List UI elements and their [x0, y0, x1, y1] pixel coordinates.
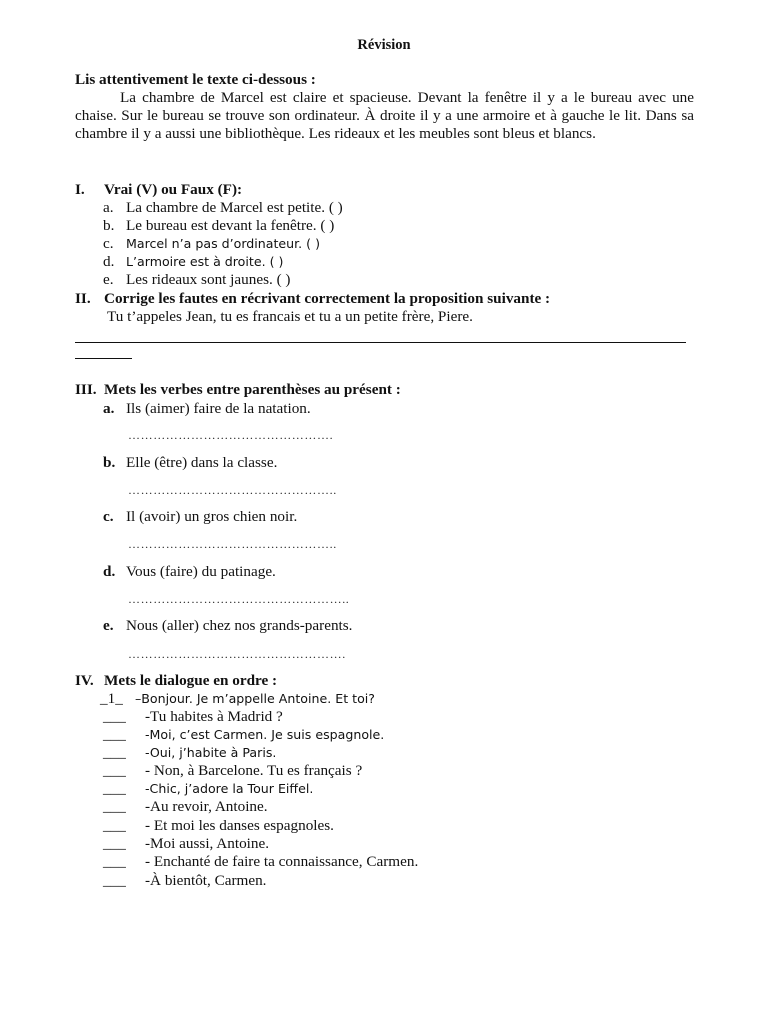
dialogue-text: -Moi, c’est Carmen. Je suis espagnole.: [145, 727, 385, 742]
item-letter: d.: [103, 253, 115, 270]
order-blank[interactable]: _1_: [100, 690, 123, 707]
dialogue-line: [103, 853, 418, 871]
section-1-heading: [75, 181, 242, 199]
answer-line[interactable]: [75, 358, 132, 359]
item-letter: b.: [103, 454, 116, 471]
answer-dots[interactable]: ……………………………………………..: [128, 592, 350, 606]
section-2-heading: [75, 290, 550, 308]
item-text: Les rideaux sont jaunes. ( ): [126, 271, 291, 288]
order-blank[interactable]: ___: [103, 762, 126, 779]
item-text: Elle (être) dans la classe.: [126, 454, 278, 471]
correction-sentence: Tu t’appeles Jean, tu es francais et tu a un petite frère, Piere.: [107, 308, 473, 325]
order-blank[interactable]: ___: [103, 780, 126, 797]
verb-exercise-item: [103, 617, 352, 635]
true-false-item: [103, 217, 334, 235]
dialogue-text: -Au revoir, Antoine.: [145, 798, 268, 815]
order-blank[interactable]: ___: [103, 744, 126, 761]
answer-dots[interactable]: …………………………………………….: [128, 647, 346, 661]
section-title: Mets les verbes entre parenthèses au présent :: [104, 381, 401, 398]
reading-text: La chambre de Marcel est claire et spacieuse. Devant la fenêtre il y a le bureau avec une chaise. Sur le bureau se trouve son ordinateur. À droite il y a une armoire et à gauche le lit. Dans sa chambre il y a aussi une bibliothèque. Les rideaux et les meubles sont bleus et blancs.: [75, 89, 694, 143]
item-text: Il (avoir) un gros chien noir.: [126, 508, 298, 525]
answer-dots[interactable]: …………………………………………..: [128, 483, 337, 497]
section-title: Corrige les fautes en récrivant correctement la proposition suivante :: [104, 290, 551, 307]
verb-exercise-item: [103, 454, 277, 472]
item-text: Marcel n’a pas d’ordinateur. ( ): [126, 236, 321, 251]
dialogue-text: -Oui, j’habite à Paris.: [145, 745, 277, 760]
dialogue-line: [103, 817, 334, 835]
item-letter: c.: [103, 508, 114, 525]
true-false-item: [103, 253, 283, 271]
dialogue-text: -Moi aussi, Antoine.: [145, 835, 270, 852]
section-title: Vrai (V) ou Faux (F):: [104, 181, 243, 198]
dialogue-line: [103, 726, 384, 744]
order-blank[interactable]: ___: [103, 872, 126, 889]
verb-exercise-item: [103, 563, 276, 581]
dialogue-text: –Bonjour. Je m’appelle Antoine. Et toi?: [135, 691, 375, 706]
dialogue-line: [103, 708, 283, 726]
dialogue-text: -Tu habites à Madrid ?: [145, 708, 283, 725]
dialogue-line: [103, 744, 276, 762]
item-letter: b.: [103, 217, 115, 234]
dialogue-text: - Et moi les danses espagnoles.: [145, 817, 334, 834]
dialogue-line: [103, 872, 266, 890]
item-letter: d.: [103, 563, 116, 580]
item-letter: a.: [103, 199, 114, 216]
order-blank[interactable]: ___: [103, 798, 126, 815]
section-number: II.: [75, 290, 91, 307]
answer-line[interactable]: [75, 342, 686, 343]
order-blank[interactable]: ___: [103, 817, 126, 834]
dialogue-text: - Non, à Barcelone. Tu es français ?: [145, 762, 363, 779]
order-blank[interactable]: ___: [103, 853, 126, 870]
verb-exercise-item: [103, 400, 311, 418]
true-false-item: [103, 271, 290, 289]
item-text: L’armoire est à droite. ( ): [126, 254, 284, 269]
order-blank[interactable]: ___: [103, 835, 126, 852]
item-letter: c.: [103, 235, 114, 252]
dialogue-line: [103, 762, 362, 780]
dialogue-line: [103, 780, 313, 798]
dialogue-text: -À bientôt, Carmen.: [145, 872, 267, 889]
reading-instructions: Lis attentivement le texte ci-dessous :: [75, 71, 316, 88]
item-text: Nous (aller) chez nos grands-parents.: [126, 617, 353, 634]
section-number: IV.: [75, 672, 94, 689]
section-number: I.: [75, 181, 85, 198]
item-letter: a.: [103, 400, 115, 417]
item-text: Ils (aimer) faire de la natation.: [126, 400, 311, 417]
dialogue-text: - Enchanté de faire ta connaissance, Carmen.: [145, 853, 419, 870]
dialogue-text: -Chic, j’adore la Tour Eiffel.: [145, 781, 314, 796]
verb-exercise-item: [103, 508, 297, 526]
page-title: Révision: [357, 37, 411, 53]
order-blank[interactable]: ___: [103, 708, 126, 725]
item-text: La chambre de Marcel est petite. ( ): [126, 199, 343, 216]
true-false-item: [103, 235, 320, 253]
section-3-heading: [75, 381, 401, 399]
order-blank[interactable]: ___: [103, 726, 126, 743]
dialogue-line: [100, 690, 375, 708]
dialogue-line: [103, 798, 268, 816]
item-text: Vous (faire) du patinage.: [126, 563, 276, 580]
true-false-item: [103, 199, 343, 217]
item-letter: e.: [103, 617, 114, 634]
section-number: III.: [75, 381, 97, 398]
dialogue-line: [103, 835, 269, 853]
item-letter: e.: [103, 271, 114, 288]
answer-dots[interactable]: ………………………………………….: [128, 428, 334, 442]
item-text: Le bureau est devant la fenêtre. ( ): [126, 217, 335, 234]
section-4-heading: [75, 672, 277, 690]
answer-dots[interactable]: …………………………………………..: [128, 537, 337, 551]
section-title: Mets le dialogue en ordre :: [104, 672, 278, 689]
